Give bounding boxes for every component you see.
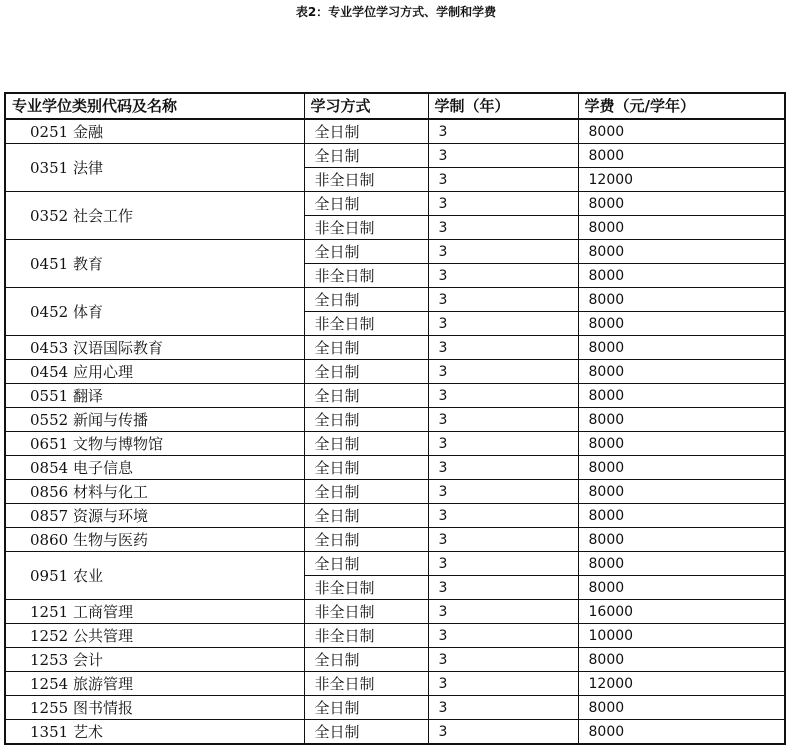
tuition-cell: 8000 <box>578 216 785 240</box>
table-body <box>5 119 785 744</box>
tuition-cell: 8000 <box>578 648 785 672</box>
study-mode-cell: 全日制 <box>304 408 428 432</box>
table-row <box>5 384 785 408</box>
degree-name-cell: 0856 材料与化工 <box>5 480 304 504</box>
duration-cell: 3 <box>428 480 578 504</box>
duration-cell: 3 <box>428 288 578 312</box>
duration-cell: 3 <box>428 144 578 168</box>
tuition-cell: 12000 <box>578 672 785 696</box>
tuition-cell: 8000 <box>578 528 785 552</box>
header-degree-category: 专业学位类别代码及名称 <box>5 93 304 119</box>
duration-cell: 3 <box>428 264 578 288</box>
tuition-cell: 8000 <box>578 192 785 216</box>
degree-name-cell: 0951 农业 <box>5 552 304 600</box>
degree-name-cell: 0854 电子信息 <box>5 456 304 480</box>
tuition-cell: 8000 <box>578 552 785 576</box>
table-row <box>5 408 785 432</box>
tuition-cell: 16000 <box>578 600 785 624</box>
degree-name-cell: 1253 会计 <box>5 648 304 672</box>
tuition-cell: 8000 <box>578 696 785 720</box>
study-mode-cell: 全日制 <box>304 456 428 480</box>
tuition-cell: 8000 <box>578 408 785 432</box>
study-mode-cell: 非全日制 <box>304 312 428 336</box>
degree-name-cell: 0351 法律 <box>5 144 304 192</box>
study-mode-cell: 全日制 <box>304 528 428 552</box>
table-row <box>5 480 785 504</box>
duration-cell: 3 <box>428 552 578 576</box>
tuition-cell: 8000 <box>578 336 785 360</box>
tuition-cell: 8000 <box>578 432 785 456</box>
table-row <box>5 192 785 216</box>
degree-name-cell: 0552 新闻与传播 <box>5 408 304 432</box>
degree-name-cell: 1255 图书情报 <box>5 696 304 720</box>
table-row <box>5 552 785 576</box>
tuition-cell: 10000 <box>578 624 785 648</box>
table-row <box>5 624 785 648</box>
tuition-cell: 8000 <box>578 264 785 288</box>
tuition-cell: 8000 <box>578 360 785 384</box>
table-title: 表2：专业学位学习方式、学制和学费 <box>295 5 497 19</box>
duration-cell: 3 <box>428 168 578 192</box>
study-mode-cell: 全日制 <box>304 432 428 456</box>
tuition-cell: 8000 <box>578 312 785 336</box>
header-tuition: 学费（元/学年） <box>578 93 785 119</box>
duration-cell: 3 <box>428 672 578 696</box>
study-mode-cell: 全日制 <box>304 288 428 312</box>
degree-name-cell: 0251 金融 <box>5 119 304 144</box>
study-mode-cell: 全日制 <box>304 720 428 745</box>
study-mode-cell: 全日制 <box>304 552 428 576</box>
table-row <box>5 432 785 456</box>
table-row <box>5 600 785 624</box>
tuition-table <box>4 92 786 745</box>
duration-cell: 3 <box>428 384 578 408</box>
degree-name-cell: 0452 体育 <box>5 288 304 336</box>
duration-cell: 3 <box>428 240 578 264</box>
degree-name-cell: 1251 工商管理 <box>5 600 304 624</box>
tuition-cell: 12000 <box>578 168 785 192</box>
table-row <box>5 696 785 720</box>
study-mode-cell: 非全日制 <box>304 576 428 600</box>
degree-name-cell: 0551 翻译 <box>5 384 304 408</box>
duration-cell: 3 <box>428 576 578 600</box>
study-mode-cell: 全日制 <box>304 504 428 528</box>
table-row <box>5 720 785 745</box>
duration-cell: 3 <box>428 624 578 648</box>
degree-name-cell: 0453 汉语国际教育 <box>5 336 304 360</box>
degree-name-cell: 0860 生物与医药 <box>5 528 304 552</box>
duration-cell: 3 <box>428 456 578 480</box>
study-mode-cell: 全日制 <box>304 696 428 720</box>
table-row <box>5 144 785 168</box>
study-mode-cell: 全日制 <box>304 480 428 504</box>
degree-name-cell: 0857 资源与环境 <box>5 504 304 528</box>
duration-cell: 3 <box>428 336 578 360</box>
duration-cell: 3 <box>428 119 578 144</box>
table-row <box>5 504 785 528</box>
study-mode-cell: 非全日制 <box>304 672 428 696</box>
duration-cell: 3 <box>428 432 578 456</box>
table-row <box>5 672 785 696</box>
degree-name-cell: 1254 旅游管理 <box>5 672 304 696</box>
study-mode-cell: 全日制 <box>304 192 428 216</box>
study-mode-cell: 非全日制 <box>304 624 428 648</box>
duration-cell: 3 <box>428 528 578 552</box>
tuition-cell: 8000 <box>578 504 785 528</box>
study-mode-cell: 全日制 <box>304 144 428 168</box>
study-mode-cell: 全日制 <box>304 240 428 264</box>
tuition-cell: 8000 <box>578 240 785 264</box>
tuition-cell: 8000 <box>578 480 785 504</box>
header-study-mode: 学习方式 <box>304 93 428 119</box>
degree-name-cell: 0651 文物与博物馆 <box>5 432 304 456</box>
degree-name-cell: 0451 教育 <box>5 240 304 288</box>
duration-cell: 3 <box>428 648 578 672</box>
study-mode-cell: 全日制 <box>304 336 428 360</box>
study-mode-cell: 非全日制 <box>304 168 428 192</box>
duration-cell: 3 <box>428 696 578 720</box>
duration-cell: 3 <box>428 600 578 624</box>
tuition-cell: 8000 <box>578 288 785 312</box>
tuition-cell: 8000 <box>578 576 785 600</box>
table-row <box>5 240 785 264</box>
header-duration: 学制（年） <box>428 93 578 119</box>
study-mode-cell: 非全日制 <box>304 216 428 240</box>
duration-cell: 3 <box>428 720 578 745</box>
tuition-cell: 8000 <box>578 456 785 480</box>
study-mode-cell: 非全日制 <box>304 600 428 624</box>
duration-cell: 3 <box>428 216 578 240</box>
header-row <box>5 93 785 119</box>
duration-cell: 3 <box>428 408 578 432</box>
table-header <box>5 93 785 119</box>
duration-cell: 3 <box>428 504 578 528</box>
study-mode-cell: 全日制 <box>304 119 428 144</box>
study-mode-cell: 全日制 <box>304 360 428 384</box>
degree-name-cell: 0352 社会工作 <box>5 192 304 240</box>
tuition-cell: 8000 <box>578 720 785 745</box>
degree-name-cell: 0454 应用心理 <box>5 360 304 384</box>
table-row <box>5 288 785 312</box>
table-row <box>5 336 785 360</box>
table-row <box>5 528 785 552</box>
degree-name-cell: 1252 公共管理 <box>5 624 304 648</box>
duration-cell: 3 <box>428 192 578 216</box>
tuition-cell: 8000 <box>578 384 785 408</box>
duration-cell: 3 <box>428 360 578 384</box>
table-row <box>5 360 785 384</box>
table-row <box>5 119 785 144</box>
degree-name-cell: 1351 艺术 <box>5 720 304 745</box>
study-mode-cell: 全日制 <box>304 648 428 672</box>
table-row <box>5 648 785 672</box>
duration-cell: 3 <box>428 312 578 336</box>
tuition-cell: 8000 <box>578 119 785 144</box>
study-mode-cell: 非全日制 <box>304 264 428 288</box>
tuition-cell: 8000 <box>578 144 785 168</box>
table-row <box>5 456 785 480</box>
study-mode-cell: 全日制 <box>304 384 428 408</box>
